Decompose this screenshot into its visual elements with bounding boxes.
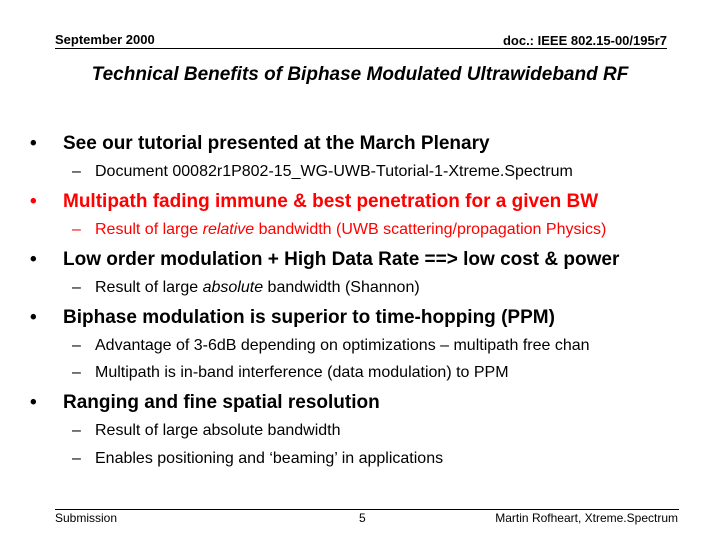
bullet-4 <box>30 307 555 329</box>
sub-2-1-emphasis: relative <box>202 221 255 238</box>
header-date: September 2000 <box>55 32 155 47</box>
bullet-1-text: See our tutorial presented at the March Plenary <box>63 133 490 154</box>
sub-dash: – <box>72 337 81 354</box>
footer-page-number: 5 <box>359 511 366 525</box>
sub-5-1-text: Result of large absolute bandwidth <box>95 422 341 439</box>
bullet-3 <box>30 249 619 271</box>
bullet-3-text: Low order modulation + High Data Rate ==> low cost & power <box>63 249 620 270</box>
sub-1-1-text: Document 00082r1P802-15_WG-UWB-Tutorial-1-Xtreme.Spectrum <box>95 163 573 180</box>
sub-dash: – <box>72 163 81 180</box>
sub-dash: – <box>72 450 81 467</box>
footer-author: Martin Rofheart, Xtreme.Spectrum <box>495 511 678 525</box>
bullet-2 <box>30 191 598 213</box>
bullet-5-text: Ranging and fine spatial resolution <box>63 392 380 413</box>
bullet-dot: • <box>30 307 37 328</box>
header-rule <box>55 48 667 49</box>
sub-5-2-text: Enables positioning and ‘beaming’ in applications <box>95 450 444 467</box>
sub-dash: – <box>72 221 81 238</box>
sub-3-1 <box>72 279 420 297</box>
sub-2-1-pre: Result of large <box>95 221 203 238</box>
footer-rule <box>55 509 679 510</box>
bullet-dot: • <box>30 392 37 413</box>
bullet-5 <box>30 392 380 414</box>
sub-4-1-text: Advantage of 3-6dB depending on optimizations – multipath free chan <box>95 337 590 354</box>
sub-5-2 <box>72 450 443 468</box>
sub-2-1-post: bandwidth (UWB scattering/propagation Physics) <box>254 221 607 238</box>
header-doc-id: doc.: IEEE 802.15-00/195r7 <box>502 33 667 48</box>
bullet-1 <box>30 133 490 155</box>
bullet-2-text: Multipath fading immune & best penetration for a given BW <box>63 191 599 212</box>
sub-3-1-emphasis: absolute <box>202 279 264 296</box>
bullet-dot: • <box>30 191 37 212</box>
sub-3-1-pre: Result of large <box>95 279 203 296</box>
sub-4-2 <box>72 364 509 382</box>
sub-dash: – <box>72 364 81 381</box>
footer-submission: Submission <box>55 511 118 525</box>
sub-4-1 <box>72 337 590 355</box>
sub-5-1 <box>72 422 341 440</box>
bullet-dot: • <box>30 133 37 154</box>
bullet-4-text: Biphase modulation is superior to time-hopping (PPM) <box>63 307 555 328</box>
sub-3-1-post: bandwidth (Shannon) <box>263 279 420 296</box>
sub-2-1 <box>72 221 606 239</box>
bullet-dot: • <box>30 249 37 270</box>
slide-title: Technical Benefits of Biphase Modulated Ultrawideband RF <box>91 64 629 85</box>
sub-dash: – <box>72 279 81 296</box>
sub-4-2-text: Multipath is in-band interference (data modulation) to PPM <box>95 364 509 381</box>
sub-1-1 <box>72 163 573 181</box>
sub-dash: – <box>72 422 81 439</box>
